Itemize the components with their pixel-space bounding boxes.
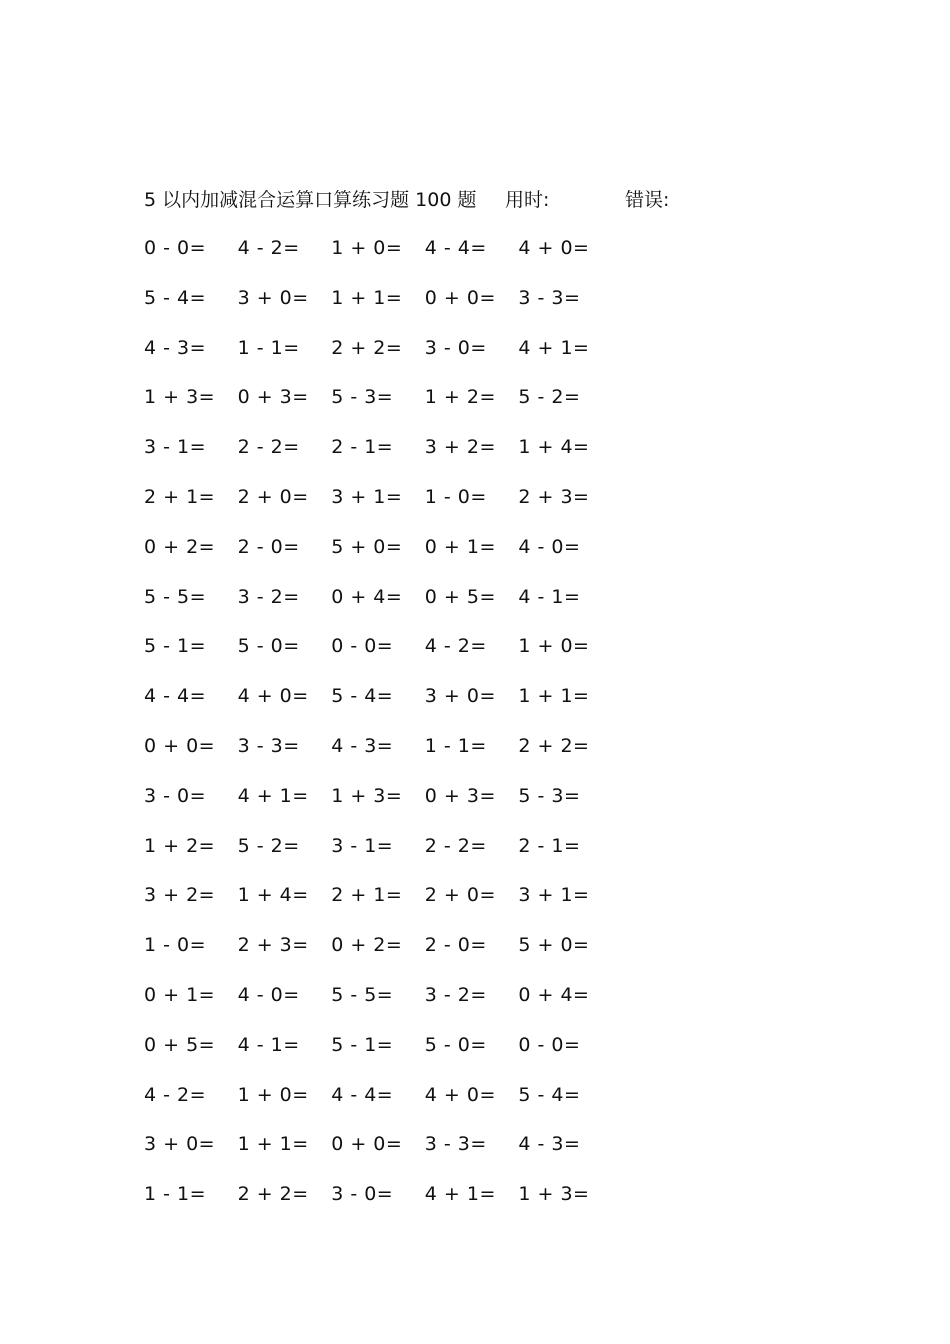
arithmetic-problem: 3 + 1= (331, 485, 403, 508)
arithmetic-problem: 4 - 0= (237, 983, 300, 1006)
arithmetic-problem: 1 + 4= (237, 884, 309, 907)
arithmetic-problem: 0 + 2= (144, 535, 216, 558)
arithmetic-problem: 5 - 2= (518, 386, 581, 409)
problem-row (144, 931, 612, 981)
arithmetic-problem: 1 + 3= (331, 784, 403, 807)
arithmetic-problem: 3 - 2= (424, 983, 487, 1006)
arithmetic-problem: 4 - 1= (518, 585, 581, 608)
arithmetic-problem: 2 + 2= (237, 1183, 309, 1206)
arithmetic-problem: 4 + 1= (518, 336, 590, 359)
arithmetic-problem: 2 - 0= (424, 934, 487, 957)
arithmetic-problem: 1 - 1= (237, 336, 300, 359)
arithmetic-problem: 4 + 0= (237, 685, 309, 708)
arithmetic-problem: 1 + 1= (237, 1133, 309, 1156)
arithmetic-problem: 1 + 2= (424, 386, 496, 409)
arithmetic-problem: 5 - 2= (237, 834, 300, 857)
error-count-label: 错误: (625, 189, 670, 211)
problem-row (144, 832, 612, 882)
arithmetic-problem: 4 - 4= (331, 1083, 394, 1106)
problem-grid (144, 234, 612, 1230)
arithmetic-problem: 0 + 1= (424, 535, 496, 558)
arithmetic-problem: 0 + 1= (144, 983, 216, 1006)
arithmetic-problem: 3 + 2= (424, 436, 496, 459)
arithmetic-problem: 1 - 1= (424, 734, 487, 757)
arithmetic-problem: 2 - 2= (237, 436, 300, 459)
arithmetic-problem: 3 + 0= (144, 1133, 216, 1156)
arithmetic-problem: 3 + 2= (144, 884, 216, 907)
problem-row (144, 1180, 612, 1230)
arithmetic-problem: 1 + 1= (518, 685, 590, 708)
arithmetic-problem: 5 - 0= (424, 1033, 487, 1056)
arithmetic-problem: 0 + 3= (237, 386, 309, 409)
arithmetic-problem: 0 + 5= (424, 585, 496, 608)
problem-row (144, 383, 612, 433)
arithmetic-problem: 4 + 0= (518, 237, 590, 259)
arithmetic-problem: 1 - 0= (144, 934, 207, 957)
arithmetic-problem: 0 + 0= (144, 734, 216, 757)
arithmetic-problem: 5 - 3= (518, 784, 581, 807)
arithmetic-problem: 4 + 1= (237, 784, 309, 807)
arithmetic-problem: 5 - 4= (144, 286, 207, 309)
arithmetic-problem: 5 + 0= (331, 535, 403, 558)
arithmetic-problem: 2 + 0= (237, 485, 309, 508)
arithmetic-problem: 4 + 0= (424, 1083, 496, 1106)
arithmetic-problem: 2 + 3= (518, 485, 590, 508)
arithmetic-problem: 0 + 0= (331, 1133, 403, 1156)
arithmetic-problem: 0 - 0= (144, 237, 207, 259)
arithmetic-problem: 3 + 1= (518, 884, 590, 907)
problem-row (144, 632, 612, 682)
problem-row (144, 981, 612, 1031)
arithmetic-problem: 2 + 3= (237, 934, 309, 957)
arithmetic-problem: 3 - 0= (144, 784, 207, 807)
arithmetic-problem: 3 - 1= (331, 834, 394, 857)
problem-row (144, 334, 612, 384)
arithmetic-problem: 2 - 1= (331, 436, 394, 459)
arithmetic-problem: 0 + 3= (424, 784, 496, 807)
problem-row (144, 1081, 612, 1131)
arithmetic-problem: 2 - 0= (237, 535, 300, 558)
arithmetic-problem: 3 - 3= (237, 734, 300, 757)
arithmetic-problem: 4 - 1= (237, 1033, 300, 1056)
arithmetic-problem: 0 - 0= (331, 635, 394, 658)
arithmetic-problem: 3 - 3= (518, 286, 581, 309)
problem-row (144, 682, 612, 732)
arithmetic-problem: 5 - 5= (144, 585, 207, 608)
arithmetic-problem: 1 + 4= (518, 436, 590, 459)
arithmetic-problem: 4 - 0= (518, 535, 581, 558)
arithmetic-problem: 5 - 5= (331, 983, 394, 1006)
arithmetic-problem: 5 - 4= (518, 1083, 581, 1106)
problem-row (144, 483, 612, 533)
arithmetic-problem: 2 - 2= (424, 834, 487, 857)
arithmetic-problem: 3 + 0= (424, 685, 496, 708)
arithmetic-problem: 4 - 3= (144, 336, 207, 359)
arithmetic-problem: 4 - 2= (237, 237, 300, 259)
arithmetic-problem: 3 - 0= (424, 336, 487, 359)
problem-row (144, 782, 612, 832)
problem-row (144, 234, 612, 284)
arithmetic-problem: 4 - 4= (144, 685, 207, 708)
arithmetic-problem: 3 - 2= (237, 585, 300, 608)
arithmetic-problem: 0 + 4= (518, 983, 590, 1006)
arithmetic-problem: 1 + 0= (518, 635, 590, 658)
problem-row (144, 284, 612, 334)
arithmetic-problem: 5 - 3= (331, 386, 394, 409)
arithmetic-problem: 5 - 4= (331, 685, 394, 708)
arithmetic-problem: 1 + 3= (144, 386, 216, 409)
arithmetic-problem: 0 + 4= (331, 585, 403, 608)
problem-row (144, 1130, 612, 1180)
arithmetic-problem: 2 + 1= (144, 485, 216, 508)
arithmetic-problem: 1 + 1= (331, 286, 403, 309)
arithmetic-problem: 3 - 3= (424, 1133, 487, 1156)
arithmetic-problem: 3 - 0= (331, 1183, 394, 1206)
arithmetic-problem: 2 - 1= (518, 834, 581, 857)
arithmetic-problem: 5 - 1= (144, 635, 207, 658)
arithmetic-problem: 1 - 1= (144, 1183, 207, 1206)
arithmetic-problem: 1 + 0= (237, 1083, 309, 1106)
problem-row (144, 583, 612, 633)
arithmetic-problem: 5 - 1= (331, 1033, 394, 1056)
arithmetic-problem: 0 + 5= (144, 1033, 216, 1056)
arithmetic-problem: 2 + 1= (331, 884, 403, 907)
arithmetic-problem: 5 - 0= (237, 635, 300, 658)
arithmetic-problem: 1 + 2= (144, 834, 216, 857)
arithmetic-problem: 0 + 0= (424, 286, 496, 309)
arithmetic-problem: 0 - 0= (518, 1033, 581, 1056)
arithmetic-problem: 4 - 2= (144, 1083, 207, 1106)
problem-row (144, 881, 612, 931)
arithmetic-problem: 4 - 2= (424, 635, 487, 658)
arithmetic-problem: 3 + 0= (237, 286, 309, 309)
arithmetic-problem: 1 + 3= (518, 1183, 590, 1206)
time-used-label: 用时: (505, 189, 550, 211)
arithmetic-problem: 0 + 2= (331, 934, 403, 957)
problem-row (144, 1031, 612, 1081)
arithmetic-problem: 2 + 2= (331, 336, 403, 359)
arithmetic-problem: 4 + 1= (424, 1183, 496, 1206)
arithmetic-problem: 4 - 4= (424, 237, 487, 259)
arithmetic-problem: 5 + 0= (518, 934, 590, 957)
arithmetic-problem: 4 - 3= (331, 734, 394, 757)
worksheet-header (144, 186, 844, 214)
arithmetic-problem: 2 + 0= (424, 884, 496, 907)
problem-row (144, 433, 612, 483)
problem-row (144, 533, 612, 583)
arithmetic-problem: 1 - 0= (424, 485, 487, 508)
arithmetic-problem: 2 + 2= (518, 734, 590, 757)
problem-row (144, 732, 612, 782)
arithmetic-problem: 1 + 0= (331, 237, 403, 259)
arithmetic-problem: 4 - 3= (518, 1133, 581, 1156)
arithmetic-problem: 3 - 1= (144, 436, 207, 459)
worksheet-title: 5 以内加减混合运算口算练习题 100 题 (144, 189, 477, 211)
